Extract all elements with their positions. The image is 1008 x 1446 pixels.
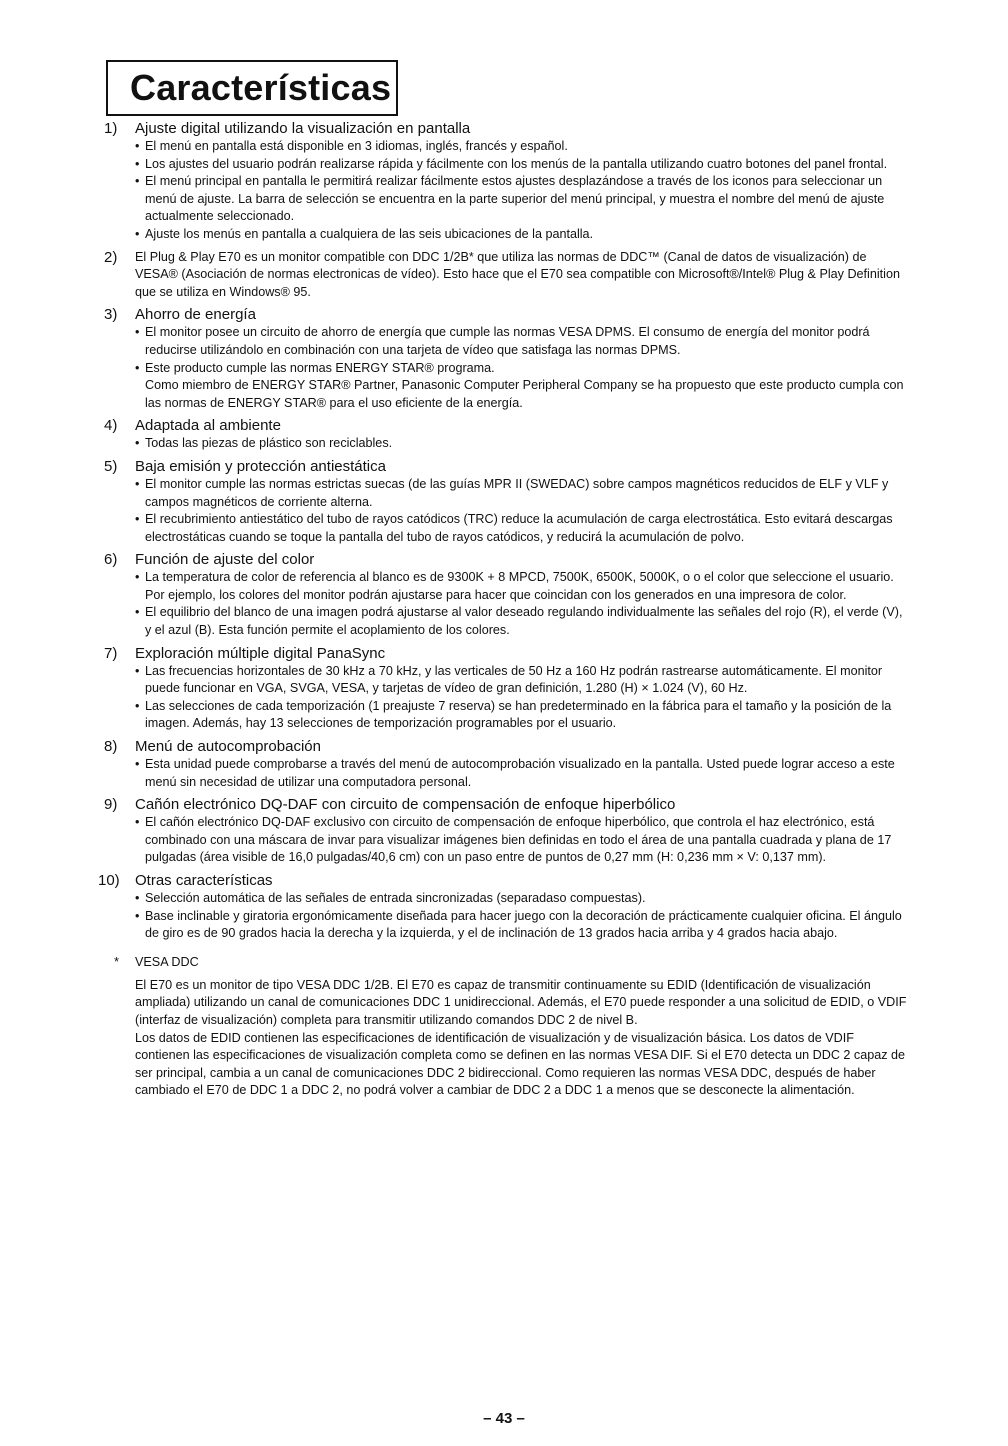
section-2 bbox=[104, 249, 910, 302]
footnote-paragraph: El E70 es un monitor de tipo VESA DDC 1/2B. El E70 es capaz de transmitir continuamente su EDID (Identificación de visualización ampliada) utilizando un canal de comunicaciones DDC 1 unidireccional. Además, el E70 puede responder a una solicitud de EDID, o VDIF (interfaz de visualización) completa para transmitir utilizando comandos DDC 2 de nivel B. bbox=[135, 977, 907, 1027]
section-number: 10) bbox=[98, 872, 120, 889]
section-1 bbox=[104, 120, 910, 244]
section-10 bbox=[98, 872, 910, 943]
section-heading: Ajuste digital utilizando la visualización en pantalla bbox=[135, 120, 471, 137]
section-heading: Adaptada al ambiente bbox=[135, 417, 281, 435]
section-heading: Ahorro de energía bbox=[135, 306, 256, 324]
bullet-item: • El monitor cumple las normas estrictas suecas (de las guías MPR II (SWEDAC) sobre campos magnéticos reducidos de ELF y VLF y campos magnéticos de corriente alterna. bbox=[135, 476, 910, 511]
bullet-item: • Base inclinable y giratoria ergonómicamente diseñada para hacer juego con la decoración de prácticamente cualquier oficina. El ángulo de giro es de 90 grados hacia la derecha y la izquierda, y el de inclinación de 13 grados hacia arriba y 4 grados hacia abajo. bbox=[135, 908, 910, 943]
section-5 bbox=[104, 458, 910, 546]
section-7 bbox=[104, 645, 910, 733]
footnote bbox=[104, 953, 910, 971]
bullet-item: • Ajuste los menús en pantalla a cualquiera de las seis ubicaciones de la pantalla. bbox=[135, 226, 910, 244]
bullet-list bbox=[135, 814, 910, 867]
section-heading: Cañón electrónico DQ-DAF con circuito de compensación de enfoque hiperbólico bbox=[135, 796, 676, 814]
bullet-item: • Selección automática de las señales de entrada sincronizadas (separadaso compuestas). bbox=[135, 890, 910, 908]
page-number: – 43 – bbox=[483, 1410, 525, 1427]
bullet-list bbox=[135, 890, 910, 943]
footnote-title: VESA DDC bbox=[135, 954, 199, 969]
section-number: 4) bbox=[104, 417, 118, 435]
bullet-list bbox=[135, 138, 910, 244]
bullet-item: • El monitor posee un circuito de ahorro de energía que cumple las normas VESA DPMS. El consumo de energía del monitor podrá reducirse utilizándolo en combinación con una tarjeta de vídeo que satisfaga las normas DPMS. bbox=[135, 324, 910, 359]
bullet-item: • Las selecciones de cada temporización (1 preajuste 7 reserva) se han predeterminado en la fábrica para el tamaño y la posición de la imagen. Además, hay 13 selecciones de temporización programables por el usuario. bbox=[135, 698, 910, 733]
section-heading: Baja emisión y protección antiestática bbox=[135, 457, 386, 475]
section-number: 8) bbox=[104, 738, 118, 756]
bullet-item: • Todas las piezas de plástico son reciclables. bbox=[135, 435, 910, 453]
bullet-item: • El recubrimiento antiestático del tubo de rayos catódicos (TRC) reduce la acumulación de carga electrostática. Esto evitará descargas electrostáticas cuando se toque la pantalla del tubo de rayos catódicos, y reducirá la acumulación de polvo. bbox=[135, 511, 910, 546]
bullet-item: • El menú en pantalla está disponible en 3 idiomas, inglés, francés y español. bbox=[135, 138, 910, 156]
section-3 bbox=[104, 306, 910, 412]
bullet-item: • El menú principal en pantalla le permitirá realizar fácilmente estos ajustes desplazándose a través de los iconos para seleccionar un menú de ajuste. La barra de selección se encuentra en la parte superior del menú principal, y muestra el nombre del menú de ajuste actualmente seleccionado. bbox=[135, 173, 910, 226]
bullet-list bbox=[135, 569, 910, 639]
footnote-marker: * bbox=[114, 953, 120, 969]
section-number: 5) bbox=[104, 457, 118, 475]
section-extra-paragraph: Como miembro de ENERGY STAR® Partner, Panasonic Computer Peripheral Company se ha propuesto que este producto cumpla con las normas de ENERGY STAR® para el uso eficiente de la energía. bbox=[145, 378, 904, 410]
bullet-item: • El equilibrio del blanco de una imagen podrá ajustarse al valor deseado regulando individualmente las señales del rojo (R), el verde (V), y el azul (B). Esta función permite el acoplamiento de los colores. bbox=[135, 604, 910, 639]
bullet-item: • Este producto cumple las normas ENERGY STAR® programa. bbox=[135, 360, 910, 378]
bullet-item: • Los ajustes del usuario podrán realizarse rápida y fácilmente con los menús de la pantalla utilizando cuatro botones del panel frontal. bbox=[135, 156, 910, 174]
section-heading: Función de ajuste del color bbox=[135, 551, 315, 569]
bullet-list bbox=[135, 435, 910, 453]
bullet-item: • Las frecuencias horizontales de 30 kHz a 70 kHz, y las verticales de 50 Hz a 160 Hz podrán rastrearse automáticamente. El monitor puede funcionar en VGA, SVGA, VESA, y tarjetas de vídeo de gran definición, 1.280 (H) × 1.024 (V), 60 Hz. bbox=[135, 663, 910, 698]
section-heading: Menú de autocomprobación bbox=[135, 738, 321, 756]
bullet-list bbox=[135, 476, 910, 546]
section-number: 9) bbox=[104, 796, 118, 814]
section-number: 6) bbox=[104, 551, 118, 569]
footnote-paragraph: Los datos de EDID contienen las especificaciones de identificación de visualización y de visualización básica. Los datos de VDIF contienen las especificaciones de visualización completa como se definen en las normas VESA DIF. Si el E70 detecta un DDC 2 capaz de ser principal, cambia a un canal de comunicaciones DDC 2 bidireccional. Como requieren las normas VESA DDC, después de haber cambiado el E70 de DDC 1 a DDC 2, no podrá volver a cambiar de DDC 2 a DDC 1 a menos que se desconecte la alimentación. bbox=[135, 1030, 906, 1098]
content bbox=[98, 120, 910, 1100]
section-9 bbox=[104, 796, 910, 867]
bullet-item: • La temperatura de color de referencia al blanco es de 9300K + 8 MPCD, 7500K, 6500K, 5000K, o o el color que seleccione el usuario. Por ejemplo, los colores del monitor podrán ajustarse para hacer que coincidan con los generados en una impresora de color. bbox=[135, 569, 910, 604]
section-number: 7) bbox=[104, 644, 118, 662]
section-number: 2) bbox=[104, 248, 118, 266]
bullet-item: • El cañón electrónico DQ-DAF exclusivo con circuito de compensación de enfoque hiperbólico, que controla el haz electrónico, está combinado con una máscara de invar para visualizar imágenes bien definidas en todo el área de una pantalla cuadrada y plana de 17 pulgadas (área visible de 16,0 pulgadas/40,6 cm) con un paso entre de puntos de 0,27 mm (H: 0,236 mm × V: 0,137 mm). bbox=[135, 814, 910, 867]
section-8 bbox=[104, 738, 910, 791]
bullet-list bbox=[135, 324, 910, 377]
bullet-list bbox=[135, 663, 910, 733]
section-6 bbox=[104, 551, 910, 639]
page-title: Características bbox=[130, 67, 392, 108]
section-heading: Exploración múltiple digital PanaSync bbox=[135, 644, 386, 662]
section-paragraph: El Plug & Play E70 es un monitor compatible con DDC 1/2B* que utiliza las normas de DDC™ (Canal de datos de visualización) de VESA® (Asociación de normas electronicas de vídeo). Esto hace que el E70 sea compatible con Microsoft®/Intel® Plug & Play Definition que se utiliza en Windows® 95. bbox=[135, 249, 900, 299]
title-box bbox=[106, 60, 398, 116]
section-heading: Otras características bbox=[135, 872, 273, 889]
bullet-item: • Esta unidad puede comprobarse a través del menú de autocomprobación visualizado en la pantalla. Usted puede lograr acceso a este menú sin necesidad de utilizar una computadora personal. bbox=[135, 756, 910, 791]
section-4 bbox=[104, 417, 910, 453]
section-number: 1) bbox=[104, 120, 118, 137]
bullet-list bbox=[135, 756, 910, 791]
section-number: 3) bbox=[104, 306, 118, 324]
